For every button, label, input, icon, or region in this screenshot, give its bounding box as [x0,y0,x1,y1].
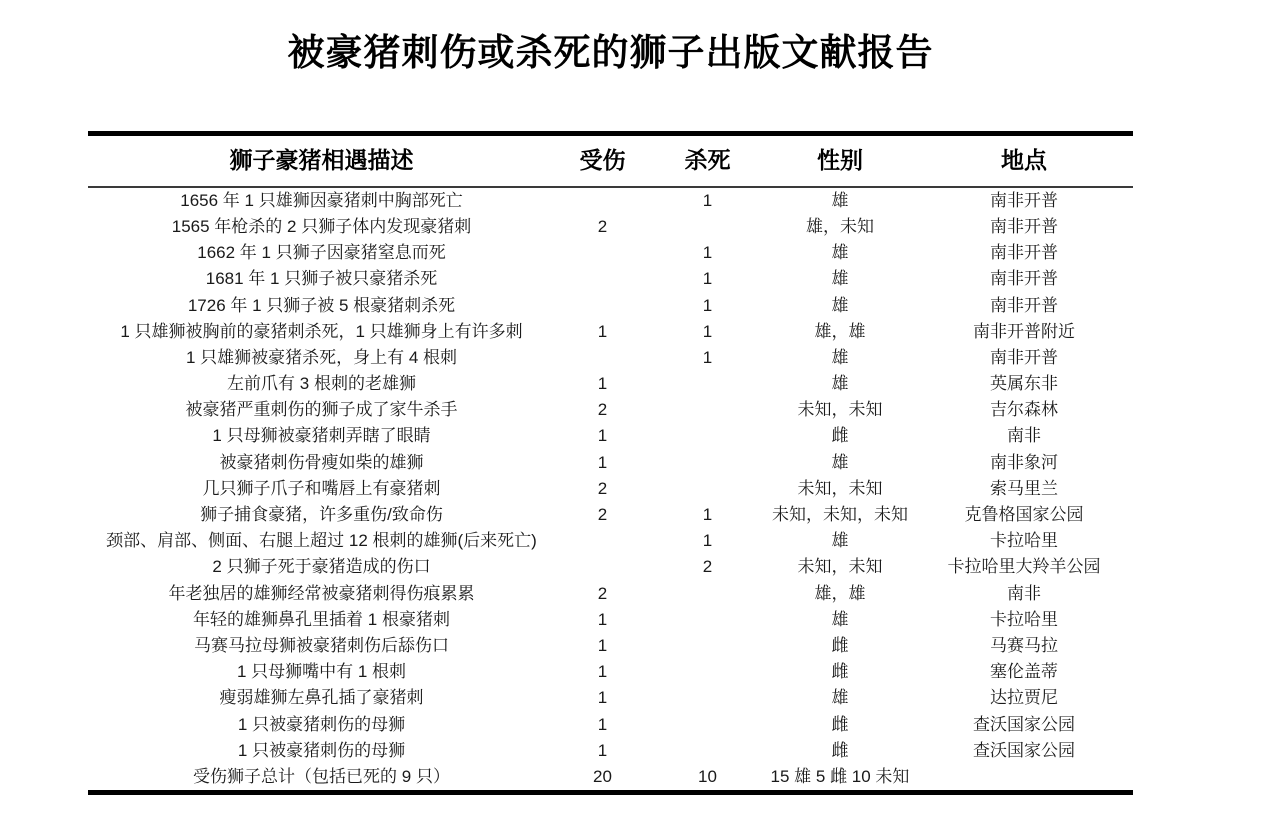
cell-sex: 雄 [831,190,849,210]
cell-injured: 1 [597,688,608,708]
table-row [88,712,1133,738]
cell-sex: 雄 [831,269,849,289]
cell-description: 几只狮子爪子和嘴唇上有豪猪刺 [202,478,441,498]
cell-location: 南非开普 [990,269,1058,289]
table-row [88,450,1133,476]
cell-killed: 1 [702,243,713,263]
cell-injured: 2 [597,478,608,498]
cell-description: 1656 年 1 只雄狮因豪猪刺中胸部死亡 [180,190,463,210]
cell-sex: 雌 [831,635,849,655]
cell-sex: 雄 [831,295,849,315]
cell-sex: 雄 [831,347,849,367]
cell-injured: 1 [597,321,608,341]
table-row [88,502,1133,528]
cell-sex: 雄 [831,609,849,629]
table-row [88,240,1133,266]
cell-description: 狮子捕食豪猪，许多重伤/致命伤 [200,505,443,524]
cell-location: 查沃国家公园 [973,714,1075,734]
cell-sex: 未知，未知 [797,557,883,577]
cell-sex: 未知，未知 [797,400,883,420]
cell-location: 南非开普 [990,295,1058,315]
page-title: 被豪猪刺伤或杀死的狮子出版文献报告 [287,33,934,74]
cell-injured: 1 [597,452,608,472]
cell-description: 被豪猪严重刺伤的狮子成了家牛杀手 [185,400,458,420]
cell-location: 南非 [1007,583,1041,603]
table-row [88,424,1133,450]
table-row [88,214,1133,240]
table-row [88,398,1133,424]
cell-location: 南非象河 [990,452,1058,472]
cell-location: 马赛马拉 [990,635,1058,655]
cell-injured: 1 [597,714,608,734]
cell-description: 1 只被豪猪刺伤的母狮 [237,740,406,760]
cell-location: 卡拉哈里 [990,609,1058,629]
table-body [88,188,1133,790]
table-row [88,581,1133,607]
cell-sex: 雄 [831,452,849,472]
col-header-location: 地点 [1001,147,1047,174]
cell-description: 1662 年 1 只狮子因豪猪窒息而死 [197,243,446,263]
cell-location: 卡拉哈里大羚羊公园 [947,557,1101,577]
table-row [88,555,1133,581]
cell-location: 卡拉哈里 [990,531,1058,551]
cell-location: 南非开普附近 [973,321,1075,341]
cell-sex: 雄 [831,531,849,551]
cell-killed: 1 [702,347,713,367]
cell-description: 左前爪有 3 根刺的老雄狮 [227,374,416,394]
table-row [88,686,1133,712]
cell-location: 吉尔森林 [990,400,1058,420]
cell-sex: 15 雄 5 雌 10 未知 [770,766,910,786]
cell-location: 南非 [1007,426,1041,446]
cell-sex: 未知，未知，未知 [772,505,908,524]
cell-sex: 雄 [831,688,849,708]
table-row [88,528,1133,554]
cell-killed: 1 [702,269,713,289]
cell-location: 南非开普 [990,243,1058,263]
table-row [88,738,1133,764]
cell-location: 索马里兰 [990,478,1058,498]
cell-description: 瘦弱雄狮左鼻孔插了豪猪刺 [219,688,424,708]
col-header-injured: 受伤 [579,147,626,174]
cell-description: 1726 年 1 只狮子被 5 根豪猪刺杀死 [187,295,456,315]
cell-injured: 2 [597,400,608,420]
cell-sex: 雄 [831,374,849,394]
cell-description: 1 只被豪猪刺伤的母狮 [237,714,406,734]
cell-description: 2 只狮子死于豪猪造成的伤口 [212,557,431,577]
cell-injured: 1 [597,609,608,629]
cell-location: 南非开普 [990,190,1058,210]
cell-killed: 1 [702,505,713,524]
cell-location: 克鲁格国家公园 [964,505,1084,524]
report-table [88,131,1133,795]
cell-description: 1 只雄狮被胸前的豪猪刺杀死，1 只雄狮身上有许多刺 [120,321,523,341]
col-header-description: 狮子豪猪相遇描述 [229,147,414,174]
cell-description: 被豪猪刺伤骨瘦如柴的雄狮 [219,452,424,472]
cell-sex: 雄，雄 [814,583,866,603]
cell-killed: 10 [698,766,717,786]
cell-killed: 1 [702,190,713,210]
cell-sex: 雌 [831,662,849,682]
cell-location: 英属东非 [990,374,1058,394]
cell-sex: 雄，雄 [814,321,866,341]
cell-injured: 2 [597,583,608,603]
cell-injured: 1 [597,662,608,682]
col-header-sex: 性别 [817,147,863,174]
table-header-row [88,136,1133,188]
table-row [88,476,1133,502]
cell-sex: 未知，未知 [797,478,883,498]
cell-killed: 1 [702,295,713,315]
table-row [88,267,1133,293]
table-row [88,764,1133,790]
cell-description: 年老独居的雄狮经常被豪猪刺得伤痕累累 [168,583,475,603]
table-row [88,345,1133,371]
cell-injured: 1 [597,426,608,446]
cell-sex: 雌 [831,714,849,734]
table-row [88,319,1133,345]
cell-location: 南非开普 [990,347,1058,367]
cell-sex: 雌 [831,740,849,760]
cell-killed: 1 [702,321,713,341]
cell-description: 1681 年 1 只狮子被只豪猪杀死 [205,269,438,289]
cell-injured: 1 [597,635,608,655]
cell-description: 马赛马拉母狮被豪猪刺伤后舔伤口 [194,635,449,655]
cell-killed: 2 [702,557,713,577]
cell-description: 1 只母狮被豪猪刺弄瞎了眼睛 [212,426,431,446]
cell-injured: 20 [593,766,612,786]
cell-sex: 雄，未知 [806,216,874,236]
cell-sex: 雄 [831,243,849,263]
cell-location: 查沃国家公园 [973,740,1075,760]
cell-description: 受伤狮子总计（包括已死的 9 只） [193,766,450,786]
cell-injured: 2 [597,505,608,524]
cell-injured: 1 [597,374,608,394]
cell-injured: 2 [597,216,608,236]
cell-sex: 雌 [831,426,849,446]
cell-description: 1 只雄狮被豪猪杀死，身上有 4 根刺 [185,347,458,367]
cell-killed: 1 [702,531,713,551]
table-row [88,659,1133,685]
cell-description: 年轻的雄狮鼻孔里插着 1 根豪猪刺 [193,609,450,629]
table-row [88,633,1133,659]
cell-location: 达拉贾尼 [990,688,1058,708]
cell-description: 颈部、肩部、侧面、右腿上超过 12 根刺的雄狮(后来死亡) [106,531,537,551]
table-row [88,188,1133,214]
cell-description: 1 只母狮嘴中有 1 根刺 [236,662,407,682]
table-row [88,293,1133,319]
cell-location: 塞伦盖蒂 [990,662,1058,682]
col-header-killed: 杀死 [684,147,731,174]
table-row [88,371,1133,397]
table-row [88,607,1133,633]
cell-description: 1565 年枪杀的 2 只狮子体内发现豪猪刺 [171,216,472,236]
cell-location: 南非开普 [990,216,1058,236]
cell-injured: 1 [597,740,608,760]
